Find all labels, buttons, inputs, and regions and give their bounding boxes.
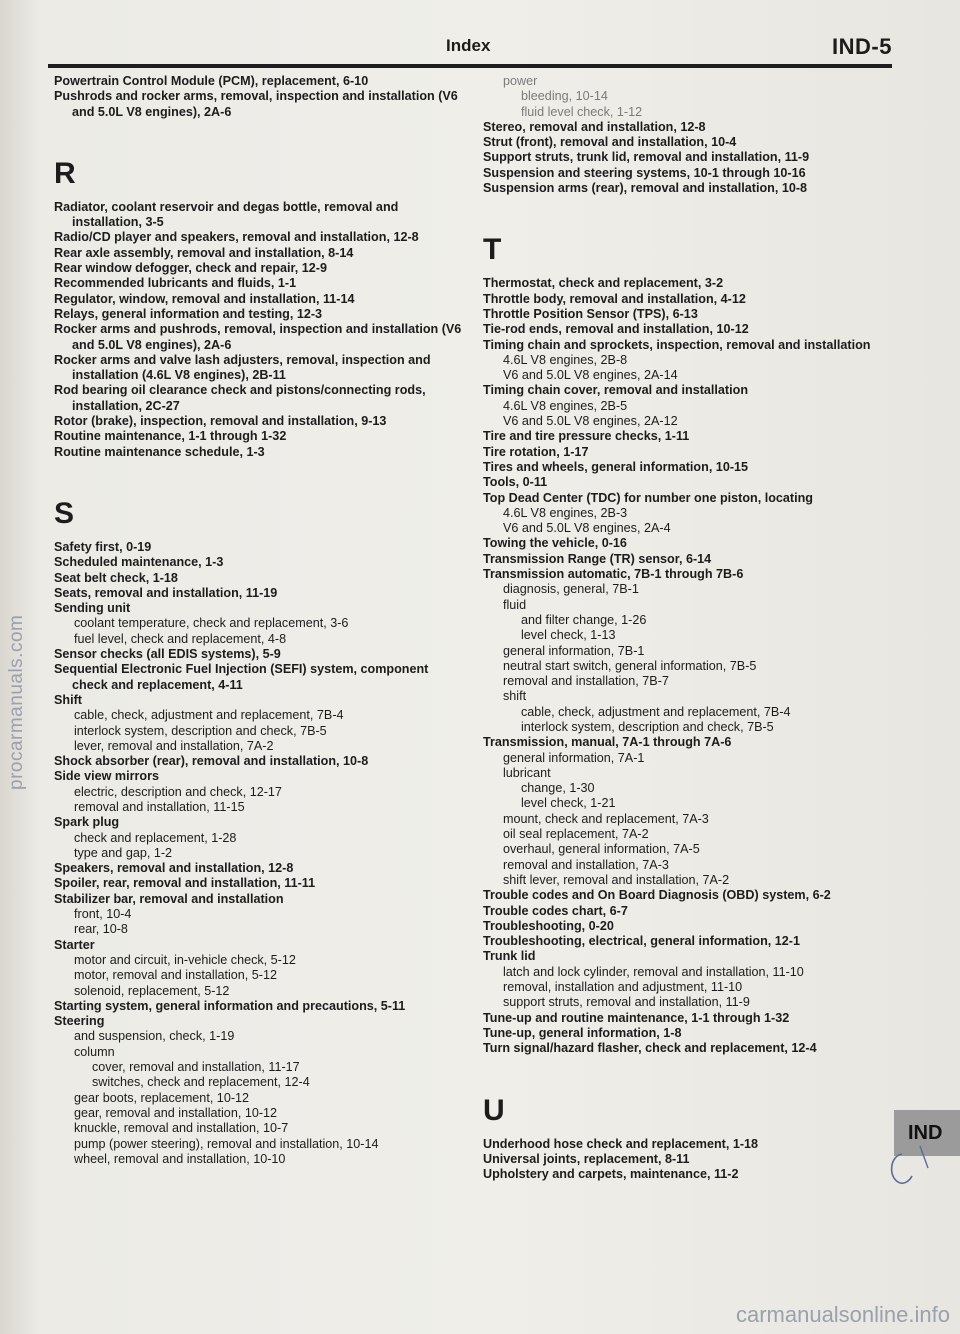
index-subsubentry: bleeding, 10-14 [521,89,608,104]
index-entry: Seats, removal and installation, 11-19 [54,585,278,600]
index-entry: Thermostat, check and replacement, 3-2 [483,276,724,291]
index-subentry: knuckle, removal and installation, 10-7 [74,1121,289,1136]
index-subentry: gear, removal and installation, 10-12 [74,1105,278,1120]
index-subsubentry: and filter change, 1-26 [521,612,647,627]
index-subentry: diagnosis, general, 7B-1 [503,582,639,597]
index-entry: Side view mirrors [54,769,159,784]
index-entry: Regulator, window, removal and installation, 11-14 [54,291,355,306]
index-subentry: motor, removal and installation, 5-12 [74,968,278,983]
section-letter-t: T [483,233,502,267]
index-entry: Pushrods and rocker arms, removal, inspection and installation (V6 and 5.0L V8 engines), 2A-6 [54,89,458,119]
index-subentry: interlock system, description and check, 7B-5 [74,723,327,738]
index-entry: Seat belt check, 1-18 [54,570,178,585]
index-subentry: V6 and 5.0L V8 engines, 2A-12 [503,414,678,429]
bottom-watermark: carmanualsonline.info [735,1302,950,1327]
index-entry: Radiator, coolant reservoir and degas bottle, removal and installation, 3-5 [54,199,399,230]
index-entry: Sensor checks (all EDIS systems), 5-9 [54,647,281,662]
index-subentry: pump (power steering), removal and installation, 10-14 [74,1136,379,1151]
index-subentry: removal and installation, 11-15 [74,799,245,814]
section-letter-r: R [54,156,76,190]
index-subentry: check and replacement, 1-28 [74,830,237,845]
index-subentry: gear boots, replacement, 10-12 [74,1090,250,1105]
index-subentry: 4.6L V8 engines, 2B-3 [503,505,628,520]
index-entry: Tire rotation, 1-17 [483,444,589,459]
index-subentry: solenoid, replacement, 5-12 [74,983,230,998]
index-entry: Tie-rod ends, removal and installation, 10-12 [483,322,749,337]
index-subentry: fluid [503,597,527,612]
index-entry: Starter [54,937,95,952]
index-entry: Turn signal/hazard flasher, check and replacement, 12-4 [483,1041,817,1056]
index-subsubentry: level check, 1-21 [521,796,616,811]
index-entry: Scheduled maintenance, 1-3 [54,555,224,570]
index-entry: Underhood hose check and replacement, 1-18 [483,1136,759,1151]
index-subentry: lever, removal and installation, 7A-2 [74,738,274,753]
page-header-title: Index [446,36,491,55]
index-subentry: shift [503,689,527,704]
index-entry: Radio/CD player and speakers, removal and installation, 12-8 [54,230,419,245]
index-entry: Tools, 0-11 [483,475,548,490]
index-entry: Troubleshooting, 0-20 [483,918,614,933]
index-subentry: column [74,1044,115,1059]
side-watermark: procarmanuals.com [6,614,27,790]
index-subentry: latch and lock cylinder, removal and installation, 11-10 [503,964,804,979]
index-entry: Stereo, removal and installation, 12-8 [483,119,706,134]
index-entry: Trouble codes chart, 6-7 [483,903,628,918]
index-subentry: neutral start switch, general information, 7B-5 [503,658,757,673]
index-entry: Upholstery and carpets, maintenance, 11-2 [483,1167,739,1182]
index-entry: Rocker arms and pushrods, removal, inspection and installation (V6 and 5.0L V8 engines), 2A-6 [54,322,462,352]
index-subentry: coolant temperature, check and replacement, 3-6 [74,616,349,631]
index-entry: Suspension arms (rear), removal and installation, 10-8 [483,181,808,196]
index-entry: Shock absorber (rear), removal and installation, 10-8 [54,754,369,769]
index-entry: Sequential Electronic Fuel Injection (SEFI) system, component check and replacement, 4-11 [54,662,429,692]
index-subentry: V6 and 5.0L V8 engines, 2A-4 [503,521,671,536]
index-entry: Tires and wheels, general information, 10-15 [483,459,749,474]
index-subentry: motor and circuit, in-vehicle check, 5-12 [74,952,296,967]
index-subentry: wheel, removal and installation, 10-10 [74,1151,286,1166]
index-subentry: power [503,74,538,88]
index-column-left [54,74,464,1167]
index-entry: Trunk lid [483,949,536,964]
index-subsubentry: cable, check, adjustment and replacement, 7B-4 [521,704,791,719]
index-entry: Transmission Range (TR) sensor, 6-14 [483,551,712,566]
page-number: IND-5 [832,34,892,59]
index-entry: Throttle Position Sensor (TPS), 6-13 [483,306,698,321]
index-subentry: mount, check and replacement, 7A-3 [503,811,709,826]
index-entry: Spoiler, rear, removal and installation, 11-11 [54,876,316,891]
index-entry: Routine maintenance, 1-1 through 1-32 [54,429,287,444]
index-subsubentry: fluid level check, 1-12 [521,104,643,119]
index-subsubentry: cover, removal and installation, 11-17 [92,1060,300,1075]
index-column-right [483,74,893,1182]
index-subentry: lubricant [503,765,551,780]
index-entry: Universal joints, replacement, 8-11 [483,1151,690,1166]
index-subentry: general information, 7B-1 [503,643,645,658]
index-subentry: type and gap, 1-2 [74,845,173,860]
index-entry: Routine maintenance schedule, 1-3 [54,444,265,459]
index-subentry: V6 and 5.0L V8 engines, 2A-14 [503,368,678,383]
index-thumb-tab: IND [894,1110,960,1156]
index-subentry: rear, 10-8 [74,922,128,937]
index-subentry: general information, 7A-1 [503,750,645,765]
handwritten-mark [880,1140,940,1190]
index-entry: Stabilizer bar, removal and installation [54,891,284,906]
index-entry: Rear window defogger, check and repair, 12-9 [54,261,327,276]
index-entry: Powertrain Control Module (PCM), replacement, 6-10 [54,74,369,88]
index-entry: Throttle body, removal and installation, 4-12 [483,291,746,306]
index-entry: Trouble codes and On Board Diagnosis (OBD) system, 6-2 [483,888,831,903]
index-entry: Transmission, manual, 7A-1 through 7A-6 [483,735,732,750]
index-subentry: fuel level, check and replacement, 4-8 [74,631,287,646]
index-entry: Spark plug [54,815,120,830]
index-subentry: shift lever, removal and installation, 7A-2 [503,872,730,887]
index-entry: Timing chain cover, removal and installation [483,383,749,398]
index-subsubentry: change, 1-30 [521,781,595,796]
index-entry: Shift [54,692,82,707]
index-subentry: oil seal replacement, 7A-2 [503,827,649,842]
index-entry: Sending unit [54,601,131,616]
index-subentry: front, 10-4 [74,907,132,922]
index-entry: Suspension and steering systems, 10-1 through 10-16 [483,165,806,180]
index-subentry: 4.6L V8 engines, 2B-8 [503,352,628,367]
section-letter-s: S [54,496,75,530]
index-subentry: cable, check, adjustment and replacement, 7B-4 [74,708,344,723]
index-entry: Tire and tire pressure checks, 1-11 [483,429,690,444]
index-subentry: removal, installation and adjustment, 11-10 [503,980,743,995]
index-subentry: removal and installation, 7B-7 [503,674,669,689]
index-entry: Rod bearing oil clearance check and pistons/connecting rods, installation, 2C-27 [54,383,426,413]
index-entry: Relays, general information and testing, 12-3 [54,306,323,321]
index-entry: Rocker arms and valve lash adjusters, removal, inspection and installation (4.6L V8 engines), 2B-11 [54,352,431,383]
index-entry: Strut (front), removal and installation, 10-4 [483,135,737,150]
index-entry: Recommended lubricants and fluids, 1-1 [54,276,297,291]
index-entry: Top Dead Center (TDC) for number one piston, locating [483,490,814,505]
index-entry: Tune-up, general information, 1-8 [483,1025,682,1040]
index-entry: Towing the vehicle, 0-16 [483,536,627,551]
index-subsubentry: interlock system, description and check, 7B-5 [521,719,774,734]
index-entry: Troubleshooting, electrical, general information, 12-1 [483,934,801,949]
index-subentry: removal and installation, 7A-3 [503,857,669,872]
index-entry: Speakers, removal and installation, 12-8 [54,861,294,876]
index-subentry: 4.6L V8 engines, 2B-5 [503,398,628,413]
index-subentry: and suspension, check, 1-19 [74,1029,235,1044]
index-entry: Tune-up and routine maintenance, 1-1 through 1-32 [483,1010,790,1025]
index-entry: Support struts, trunk lid, removal and installation, 11-9 [483,150,810,165]
header-rule [48,64,892,68]
section-letter-u: U [483,1093,505,1127]
index-entry: Rear axle assembly, removal and installation, 8-14 [54,245,354,260]
index-entry: Timing chain and sprockets, inspection, removal and installation [483,337,871,352]
index-entry: Steering [54,1014,105,1029]
index-entry: Transmission automatic, 7B-1 through 7B-6 [483,567,744,582]
index-subentry: support struts, removal and installation, 11-9 [503,995,750,1010]
index-entry: Rotor (brake), inspection, removal and installation, 9-13 [54,414,387,429]
index-entry: Starting system, general information and precautions, 5-11 [54,998,406,1013]
index-subsubentry: level check, 1-13 [521,628,616,643]
index-subentry: overhaul, general information, 7A-5 [503,842,700,857]
index-entry: Safety first, 0-19 [54,539,152,554]
index-subentry: electric, description and check, 12-17 [74,784,282,799]
index-subsubentry: switches, check and replacement, 12-4 [92,1075,310,1090]
